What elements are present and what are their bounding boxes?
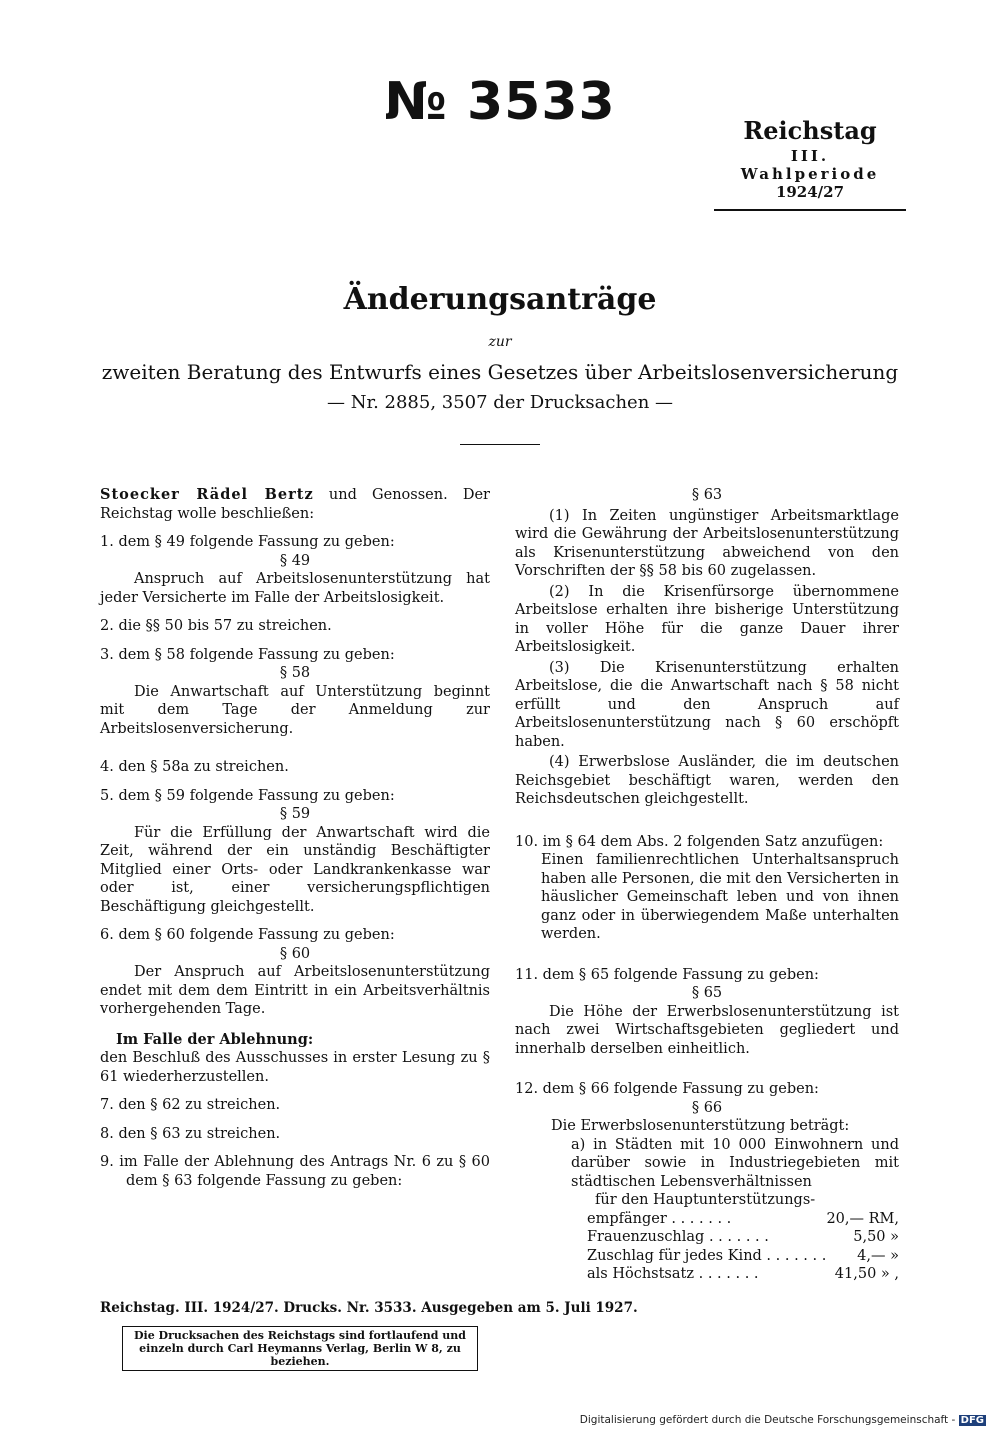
item-12-a-label: für den Hauptunterstützungs- [595, 1192, 816, 1208]
item-9: 9. im Falle der Ablehnung des Antrags Nr. 6 zu § 60 dem § 63 folgende Fassung zu geben: [100, 1154, 490, 1189]
rate-value: 20,— RM, [826, 1210, 899, 1227]
item-4: 4. den § 58a zu streichen. [100, 759, 289, 775]
intro-paragraph [100, 486, 490, 523]
item-5-heading: § 59 [279, 806, 311, 822]
left-column [100, 486, 490, 1190]
section-63-para-1: (1) In Zeiten ungünstiger Arbeitsmarktlage wird die Gewährung der Arbeitslosenunterstützung als Krisenunterstützung abweichend von den Vorschriften der §§ 58 bis 60 zugelassen. [515, 507, 899, 579]
benefit-rates-list [515, 1210, 899, 1284]
publisher-note: Die Drucksachen des Reichstags sind fortlaufend und einzeln durch Carl Heymanns Verlag, Berlin W 8, zu beziehen. [122, 1326, 478, 1371]
item-3: 3. dem § 58 folgende Fassung zu geben: [100, 646, 395, 663]
item-12-intro: Die Erwerbslosenunterstützung beträgt: [551, 1118, 850, 1134]
rate-row [515, 1247, 899, 1266]
item-1-text: Anspruch auf Arbeitslosenunterstützung hat jeder Versicherte im Falle der Arbeitslosigkeit. [100, 571, 490, 606]
rate-row [515, 1228, 899, 1247]
section-63-heading: § 63 [691, 487, 723, 503]
item-2: 2. die §§ 50 bis 57 zu streichen. [100, 618, 332, 634]
item-6-heading: § 60 [279, 945, 311, 962]
right-column [515, 486, 899, 1284]
reichstag-block [720, 116, 900, 211]
item-7: 7. den § 62 zu streichen. [100, 1097, 281, 1113]
item-3-text: Die Anwartschaft auf Unterstützung beginnt mit dem Tage der Anmeldung zur Arbeitslosenversicherung. [100, 683, 490, 737]
years-label: 1924/27 [775, 183, 845, 201]
item-12: 12. dem § 66 folgende Fassung zu geben: [515, 1081, 819, 1097]
rate-value: 4,— » [857, 1247, 899, 1264]
subtitle-line-1: zweiten Beratung des Entwurfs eines Gesetzes über Arbeitslosenversicherung [101, 360, 899, 384]
dfg-logo: DFG [960, 1415, 984, 1426]
signatories: Stoecker Rädel Bertz [100, 486, 314, 503]
section-63-para-4: (4) Erwerbslose Ausländer, die im deutschen Reichsgebiet beschäftigt waren, werden den Reichsdeutschen gleichgestellt. [515, 754, 899, 807]
section-63-para-2: (2) In die Krisenfürsorge übernommene Arbeitslose erhalten ihre bisherige Unterstützung in voller Höhe für die ganze Dauer ihrer Arbeitslosigkeit. [515, 583, 899, 655]
rate-row [515, 1265, 899, 1284]
rejection-text: den Beschluß des Ausschusses in erster Lesung zu § 61 wiederherzustellen. [100, 1050, 490, 1085]
item-11-text: Die Höhe der Erwerbslosenunterstützung ist nach zwei Wirtschaftsgebieten gegliedert und innerhalb derselben einheitlich. [515, 1003, 899, 1057]
section-63-para-3: (3) Die Krisenunterstützung erhalten Arbeitslose, die die Anwartschaft nach § 58 nicht erfüllt und den Anspruch auf Arbeitslosenunterstützung nach § 60 erschöpft haben. [515, 659, 899, 750]
item-1: 1. dem § 49 folgende Fassung zu geben: [100, 534, 395, 550]
document-number: № 3533 [384, 72, 616, 132]
header-rule [714, 209, 906, 211]
item-10-text: Einen familienrechtlichen Unterhaltsanspruch haben alle Personen, die mit den Versicherten in häuslicher Gemeinschaft leben und von ihnen ganz oder in überwiegendem Maße unterhalten werden. [541, 852, 899, 942]
rejection-heading: Im Falle der Ablehnung: [116, 1030, 314, 1048]
dfg-credit: Digitalisierung gefördert durch die Deutsche Forschungsgemeinschaft - DFG [579, 1414, 984, 1426]
period-label: III. Wahlperiode [740, 147, 880, 183]
title-connector: zur [488, 334, 512, 350]
item-12-heading: § 66 [691, 1099, 723, 1116]
rate-label: Zuschlag für jedes Kind . . . . . . . [587, 1247, 827, 1264]
rate-value: 5,50 » [853, 1229, 899, 1245]
intro-text: und Genossen. Der Reichstag wolle beschließen: [100, 487, 490, 522]
reichstag-label: Reichstag [743, 116, 877, 145]
item-11: 11. dem § 65 folgende Fassung zu geben: [515, 966, 819, 983]
item-12-a-text: a) in Städten mit 10 000 Einwohnern und darüber sowie in Industriegebieten mit städtischen Lebensverhältnissen [571, 1136, 899, 1190]
item-1-heading: § 49 [279, 552, 311, 569]
item-5-text: Für die Erfüllung der Anwartschaft wird die Zeit, während der ein unständig Beschäftigter Mitglied einer Orts- oder Landkrankenkasse war oder ist, einer versicherungspflichtigen Beschäftigung gleichgestellt. [100, 824, 490, 915]
item-3-heading: § 58 [279, 665, 311, 681]
subtitle-line-2: — Nr. 2885, 3507 der Drucksachen — [326, 392, 674, 413]
rate-value: 41,50 » , [834, 1266, 899, 1282]
title-divider [460, 444, 540, 445]
rate-label: empfänger . . . . . . . [587, 1210, 732, 1227]
item-8: 8. den § 63 zu streichen. [100, 1125, 281, 1142]
page-title: Änderungsanträge [343, 282, 657, 317]
item-6-text: Der Anspruch auf Arbeitslosenunterstützung endet mit dem dem Eintritt in ein Arbeitsverhältnis vorhergehenden Tage. [100, 964, 490, 1017]
item-11-heading: § 65 [691, 985, 723, 1001]
item-5: 5. dem § 59 folgende Fassung zu geben: [100, 787, 395, 804]
footer-line: Reichstag. III. 1924/27. Drucks. Nr. 3533. Ausgegeben am 5. Juli 1927. [100, 1300, 638, 1316]
rate-row [515, 1210, 899, 1229]
item-6: 6. dem § 60 folgende Fassung zu geben: [100, 927, 395, 943]
rate-label: als Höchstsatz . . . . . . . [587, 1266, 759, 1282]
rate-label: Frauenzuschlag . . . . . . . [587, 1229, 769, 1245]
item-10: 10. im § 64 dem Abs. 2 folgenden Satz anzufügen: [515, 833, 884, 850]
